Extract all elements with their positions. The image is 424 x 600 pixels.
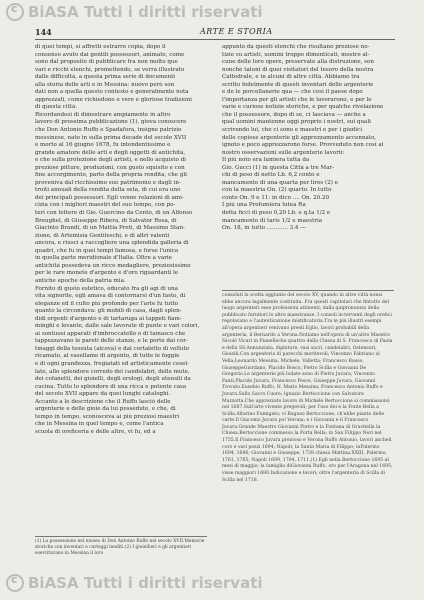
footnote-line: si ebbe ancora legalmente costituita. Fra questi capitolari che fin xyxy=(222,293,383,305)
footnote-line: Leonardo Messina, Michele, Valletta; Francesco Russo, Giuseppe xyxy=(222,358,364,371)
text-line: nostro osservazioni sulle argenterie lavorii: xyxy=(222,149,345,156)
text-line: quanto la circondava: gli mobili di casa, dagli splen- xyxy=(35,308,182,315)
running-head xyxy=(35,27,395,40)
text-line: in quella parte meridionale d'Italia. Oltre a varie xyxy=(35,255,172,262)
text-line: cucina. Tutto lo splendore di una ricca e potente casa xyxy=(35,383,187,390)
text-line: didi orgenti d'argento e di tartaruga ai tappeti fiam- xyxy=(35,315,182,322)
footnote-line: Giordano, Placido Bosco, Pietro Scilla e Giovanni De Gregorio. xyxy=(222,365,367,378)
text-line: del secolo XVII appare da quei lunghi cataloghi. xyxy=(35,391,171,398)
text-line: troiti annuali della rendita della seta, di cui era uno xyxy=(35,187,181,194)
footnote-line: Annunziata, dipinture, vasi sacri, candelabri, Ostensori, Gioielli. xyxy=(222,345,377,358)
footnote-line: Altarino Fumigato; vi Raguso Bertoccione, ch'ebbe pianto delle carte. xyxy=(222,411,385,424)
right-column xyxy=(222,44,394,233)
text-line: ignoto e poco apprezzarono forse. Provveduto non così ai xyxy=(222,142,384,149)
text-line: e di ogni grandezza, fregiatati ed artisticamente cesel- xyxy=(35,360,190,367)
footnote-line: pronunzio della pubblicato furnitori lo altre maestranze. I consoli in- xyxy=(222,306,380,318)
text-line: Gio. Gucci (1) in questa Città a tre Mar- xyxy=(222,164,335,171)
watermark-bottom xyxy=(6,574,263,592)
left-column xyxy=(35,44,207,436)
footnote-line: Notiamo nell'opera di un'altro Maestro Nicolò Vicari in Pianelle xyxy=(222,332,391,345)
text-line: minghi e levante, dalle sale lavorate di punte e vari colori, xyxy=(35,323,200,330)
text-line: cizia con i migliori maestri del suo tempo, con po- xyxy=(35,202,176,209)
text-line: apprezzati, come richiedono e vere e gloriose tradizioni xyxy=(35,96,192,103)
text-line: appunto da questi elenchi che risultano preziose no- xyxy=(222,44,370,50)
text-line: zione, di Artemisia Gentileschi, e di altri valenti xyxy=(35,232,170,239)
footnote-line: Grande Maestro Giovanni Pietro e la Fontana di Gravitella la Chiesa. xyxy=(222,424,381,437)
text-line: mancamento di taris 1/2 e maestria xyxy=(222,217,323,224)
text-line: Accanto a le descrizione che il Ruffo lasciò delle xyxy=(35,398,171,405)
text-line: proveniva dal ricchissimo suo patrimonio e dagli in- xyxy=(35,179,181,186)
footnote-line: terventi degli orefici regolavano e l'autenticazione mistificatoria. xyxy=(222,312,392,325)
text-line: mancamento di una quarta per lires (2) e xyxy=(222,179,338,186)
text-line: lavoro di prossima pubblicazione (1), giova conoscere xyxy=(35,119,187,126)
text-line: lato, allo splendore corredo dei candelabri, delle mute, xyxy=(35,368,190,375)
text-line: consenso avuto dai gentili possessori, animato, come xyxy=(35,51,185,58)
page-number: 144 xyxy=(35,27,52,37)
text-line: varie e curiose notizie storiche, e per qualche rivelazione xyxy=(222,104,384,111)
footnote-line: Con argenteria di parecchi meritevoli; Vincenzo Fabriano al Vella; xyxy=(222,352,380,364)
left-footnotes xyxy=(35,536,207,557)
watermark-top xyxy=(6,3,263,21)
footnote-line: Che apprezzato lavoro di Michele Bertoccione si commissionò nel 1687. xyxy=(222,398,390,411)
text-line: di quei tempi, si affretti estrarre copia, dopo il xyxy=(35,44,166,50)
footnote-line: Bertoccione commessa la Porta Bella; in San Filippo Neri nel 1755. xyxy=(222,431,382,444)
text-line: delle copiose argenterie gli apprezzamento accennato, xyxy=(222,134,377,141)
text-line: tempo in tempo, sconosceva ai più preziosi maestri xyxy=(35,413,180,420)
text-line: Giacinto Brandi, di un Mattia Preti, di Massimo Stan- xyxy=(35,225,185,232)
text-line: antiche epoche della patria mia. xyxy=(35,277,126,284)
text-line: tinaggi della tessuta (alcova) e dal cortaletto di velluto xyxy=(35,345,189,352)
copyright-icon xyxy=(6,574,24,592)
text-line: e de le porcellanerie qua — che cosi il paese dopo xyxy=(222,89,363,96)
watermark-text: BiASA Tutti i diritti riservati xyxy=(28,3,263,21)
text-line: scrivendo lui, che ci sono e maestri e per i giudici xyxy=(222,127,362,134)
text-line: ancora, e riuscì a raccogliere una splendida galleria di xyxy=(35,240,189,247)
text-line: con la maestria On. (2) quarto. In tutto xyxy=(222,187,332,194)
footnote-line: Eusebio Ruffo, N. Mario Messina; Francesco Antonio Ruffo e Juvara. xyxy=(222,385,383,397)
right-footnotes xyxy=(222,290,394,484)
text-line: Ricordandosi di dimostrare ampiamente in altro xyxy=(35,111,171,118)
footnote-line: Placido Juvara, Francesco Pesce, Giuseppe Juvara, Giovanni Trovato. xyxy=(222,378,376,391)
text-line: preziose pitture, produzioni, con gusto squisito e con xyxy=(35,164,185,171)
text-line: dei cofanetti, dei gioielli, degli orologi, degli utensili da xyxy=(35,376,191,383)
footnote-line: Le argenterie più lodate sono di Pietro Juvara, Vincenzo Fanti, xyxy=(222,372,375,384)
text-line: Il più noto era lumiera tutta da xyxy=(222,157,310,164)
text-line: tappezzavano le pareti delle stanze, e le porte dai cor- xyxy=(35,338,188,345)
text-line: I più una Profumiera lutea Ra xyxy=(222,202,306,209)
text-line: qual uomini mantenne oggi proprio i nostri, sui quali xyxy=(222,119,371,126)
text-line: quadri, che fu in quei tempi famosa, e forse l'unica xyxy=(35,247,179,254)
text-line: e che sulla protezione degli artisti, e nello acquisto di xyxy=(35,157,186,164)
text-line: messinese, nato in sulla prima decade del secolo XVII xyxy=(35,134,187,141)
text-line: tizie su artisti, uomini troppo dimenticati, mostre al- xyxy=(222,51,370,58)
text-line: teri con lettere di Gio. Guercino da Cento, di un Alfonso xyxy=(35,210,193,217)
footnote-line: XXIII, Palermo, 1761, 1765; Napoli 1699, 1704, 1711. xyxy=(222,451,387,463)
footnote-line: (1) Egli nella Bertoccione 1695 al mesi di maggio; la famiglia di xyxy=(222,457,389,470)
text-line: ai sontuosi apparati d'imbroccatello o di tamasco che xyxy=(35,330,186,337)
text-line: che Don Antonio Ruffo e Spadafora, insigne patrizio xyxy=(35,127,182,134)
text-line: fine accorgimento, parte della propria rendita, che gli xyxy=(35,172,187,179)
text-line: ricamato, al vasellame di argento, di tutte le foggie xyxy=(35,353,180,360)
text-line: antichità possedeva un ricco medagliere, preziosissimo xyxy=(35,262,191,269)
footnote-line: (2) I gioiellieri e gli argentieri esercitavano in Messina il loro xyxy=(35,545,192,556)
footnote-line: Il Giacomo Juvara poi Verona; e i Giovanni e il Francesco Juvara. xyxy=(222,418,369,430)
text-line: Cattedrale, e in alcuni di altre città. Abbiamo tra xyxy=(222,74,360,81)
text-line: Breughel, di Giuseppe Ribera, di Salvator Rosa, di xyxy=(35,217,177,224)
text-line: cune delle loro opere, preservate alla distruzione, son xyxy=(222,59,374,66)
text-line: eleganze ed il culto più profondo per l'arte fu tutto xyxy=(35,300,179,307)
footnote-line: Palermo 1694, 1696; Giovanni e Giuseppe, 1728 chiesa Mattina. xyxy=(222,444,380,457)
text-line: vari e ricchi elenchi, promettendo, se verrà illustrato xyxy=(35,66,185,73)
journal-title: ARTE E STORIA xyxy=(200,27,273,36)
text-line: grande amatore delle arti e degli oggetti di antichità, xyxy=(35,149,186,156)
text-line: per le rare monete d'argento e d'oro riguardanti le xyxy=(35,270,179,277)
text-line: vita signorile, egli amava di contornarsi d'un fasto, di xyxy=(35,293,186,300)
text-line: Fornito di gusto estetico, educato fra gli agi di una xyxy=(35,285,178,292)
text-line: On. 18, in tutto ............ 3.4 — xyxy=(222,225,306,232)
text-line: scritto fedelmente di questi inventari delle argenterie xyxy=(222,81,374,88)
text-line: dalle difficoltà, a questa prima serie di documenti xyxy=(35,74,176,81)
text-line: l'importanza per gli artisti che le lavorarono, e per le xyxy=(222,96,372,103)
watermark-text: BiASA Tutti i diritti riservati xyxy=(28,574,263,592)
text-line: conto On. 9 e 11: in dico .... On. 20.20 xyxy=(222,194,330,201)
footnote-line: tutto del luogo argentieri esse professioni attinenti; dalla qui xyxy=(222,299,389,312)
footnote-line: Sull'arte vivente pregevoli; per l'uso dei e la Fonte Bella a Scilla. xyxy=(222,405,379,417)
footnote-line: Il Francesco Juvara prezioso e Verona Ruffo Antonio, lavori anche xyxy=(235,438,389,444)
text-line: chi di peso di netto Lb. 6,2 conto e xyxy=(222,172,320,179)
copyright-icon xyxy=(6,3,24,21)
footnote-line: il coro e vari pezzi 1694; Napoli; la Santa Maria di Filippo; in xyxy=(222,438,392,450)
footnote-line: Memorie storiche con inventari e carteggi inediti. xyxy=(35,539,205,550)
text-line: di questa città. xyxy=(35,104,78,111)
text-line: detta ficci di peso 0,20 Lb. e q.ta 1/2 e xyxy=(222,210,331,217)
text-line: dei principali possessori. Egli venne relazioni di ami- xyxy=(35,194,184,201)
text-line: argenterie e delle gioie da lui possedute, e che, di xyxy=(35,406,176,413)
text-line: nonché taluni di quei visitatori del tesoro della nostra xyxy=(222,66,374,73)
footnote-line: Tra le più illustri esempi all'opera argentieri venivano presti. xyxy=(222,319,382,331)
text-line: dati non a quella questo contesto e generalmente nota xyxy=(35,89,189,96)
footnote-line: Giovanni Ruffo, oro per l'Aragona nel 1695; visse maggiori 1680. xyxy=(222,464,393,477)
footnote-line: Indicazione e lavori; oltre l'argenteria di Scilla di Scilla nel 1718. xyxy=(222,471,385,483)
footnote-line: che quattro della Chiesa di S. Francesco di Paola e della SS. xyxy=(222,339,393,351)
footnote-line: consolati la scelta aggiunte del secolo XV, quando in altre città non xyxy=(222,293,379,298)
text-line: e morto al 16 giugno 1678, fu intendentissimo e xyxy=(35,142,171,149)
text-line: scuola di oreficeria e delle altre, vi fu, ed a xyxy=(35,428,156,435)
text-line: che in Messina in quel tempo e, come l'antica xyxy=(35,421,164,428)
footnote-line: (1) La possessione nel museo di Don Antonio Ruffo nel secolo XVII. xyxy=(35,539,185,544)
text-line: alla storia delle arti e in Messina: nuovo però son xyxy=(35,81,175,88)
text-line: che il possessore, dopo di se, ci lasciava — anche a xyxy=(222,111,366,118)
text-line: sono dal proposito di pubblicare fra non molto que xyxy=(35,59,178,66)
footnote-line: Sullo Sacro Cuore; Ignazio Bertoccione con Salvatore Mazzotta. xyxy=(222,391,364,404)
footnote-line: Eglio, lavori probabili della argenteria, il Bernardo a Verona. xyxy=(222,325,370,338)
